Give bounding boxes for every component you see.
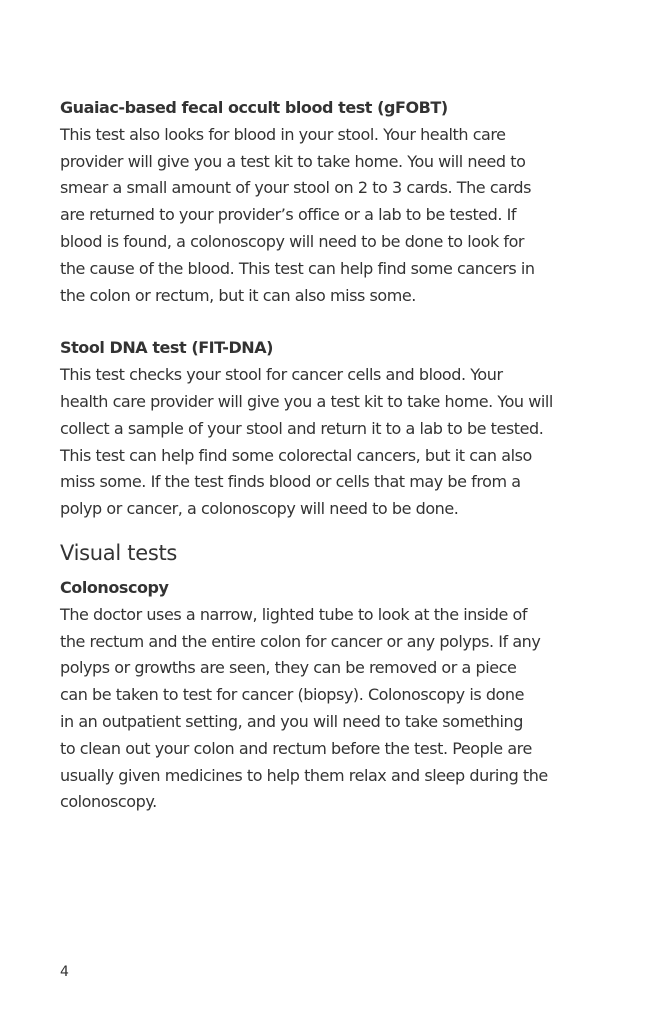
gfobt-text-line: are returned to your provider’s office or a lab to be tested. If (60, 205, 517, 225)
fit-dna-text-line: miss some. If the test finds blood or cells that may be from a (60, 472, 521, 492)
colonoscopy-text-line: to clean out your colon and rectum before the test. People are (60, 738, 532, 758)
fit-dna-section (60, 335, 620, 523)
fit-dna-text-line: This test can help find some colorectal cancers, but it can also (60, 445, 532, 465)
gfobt-text-line: provider will give you a test kit to take home. You will need to (60, 151, 526, 171)
gfobt-text-line: This test also looks for blood in your stool. Your health care (60, 124, 506, 144)
fit-dna-text-line: polyp or cancer, a colonoscopy will need to be done. (60, 499, 459, 519)
fit-dna-text-line: health care provider will give you a test kit to take home. You will (60, 391, 553, 411)
gfobt-text-line: blood is found, a colonoscopy will need to be done to look for (60, 231, 525, 251)
gfobt-text-line: the colon or rectum, but it can also miss some. (60, 285, 416, 305)
fit-dna-text-line: This test checks your stool for cancer cells and blood. Your (60, 365, 503, 385)
colonoscopy-text-line: in an outpatient setting, and you will need to take something (60, 711, 523, 731)
gfobt-text-line: smear a small amount of your stool on 2 to 3 cards. The cards (60, 178, 531, 198)
colonoscopy-section (60, 575, 620, 816)
colonoscopy-text-line: usually given medicines to help them relax and sleep during the (60, 765, 548, 785)
colonoscopy-title: Colonoscopy (60, 577, 169, 597)
fit-dna-title: Stool DNA test (FIT-DNA) (60, 338, 274, 358)
colonoscopy-text-line: colonoscopy. (60, 792, 157, 812)
page-number: 4 (60, 964, 69, 980)
colonoscopy-text-line: the rectum and the entire colon for cancer or any polyps. If any (60, 631, 541, 651)
fit-dna-text-line: collect a sample of your stool and return it to a lab to be tested. (60, 418, 544, 438)
gfobt-text-line: the cause of the blood. This test can help find some cancers in (60, 258, 535, 278)
visual-tests-heading: Visual tests (60, 540, 178, 565)
colonoscopy-text-line: polyps or growths are seen, they can be removed or a piece (60, 658, 517, 678)
colonoscopy-text-line: can be taken to test for cancer (biopsy). Colonoscopy is done (60, 685, 524, 705)
gfobt-title: Guaiac-based fecal occult blood test (gFOBT) (60, 98, 448, 117)
page-content (60, 95, 620, 829)
colonoscopy-text-line: The doctor uses a narrow, lighted tube to look at the inside of (60, 604, 528, 624)
gfobt-section (60, 95, 620, 309)
